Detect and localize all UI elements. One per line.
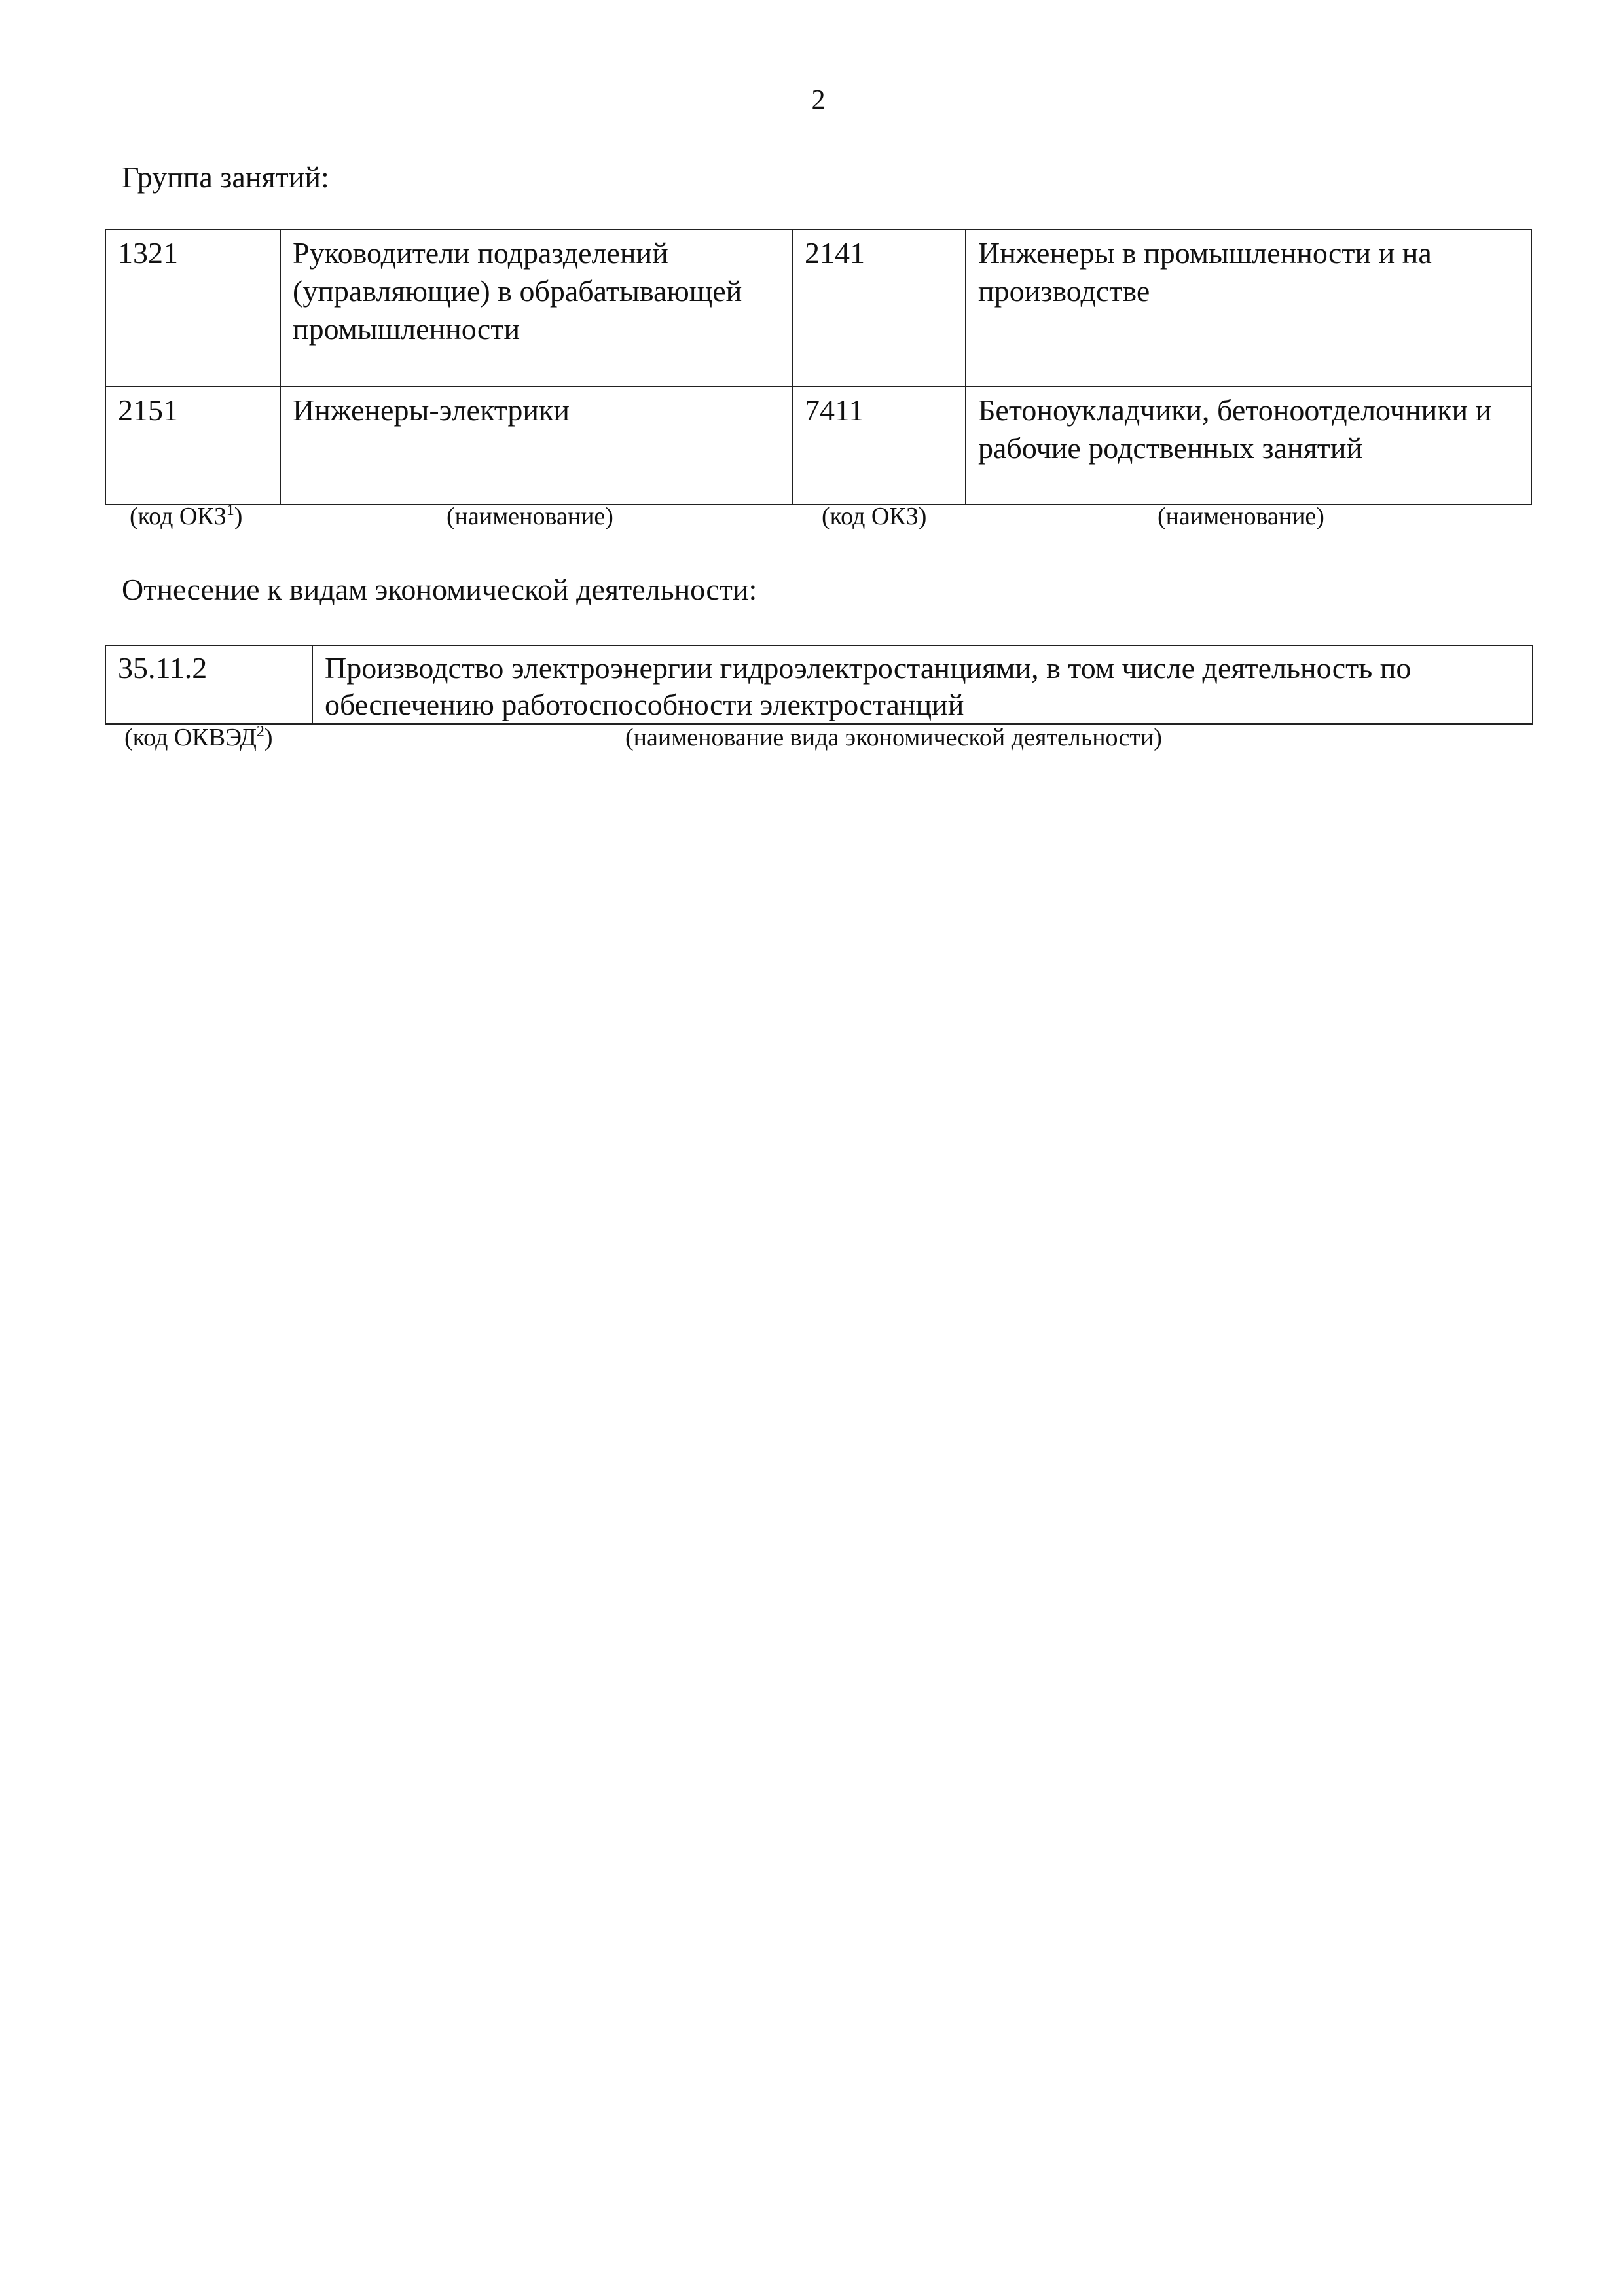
name-caption: (наименование) — [1158, 503, 1324, 530]
caption-text: ) — [234, 503, 243, 530]
okved-code-caption — [124, 725, 273, 750]
footnote-marker: 2 — [256, 723, 264, 740]
okved-code-cell: 35.11.2 — [105, 645, 312, 724]
occupation-group-heading: Группа занятий: — [122, 160, 329, 194]
okz-code-cell: 2151 — [105, 387, 280, 505]
occupation-name-cell: Инженеры-электрики — [280, 387, 792, 505]
occupation-name-cell: Инженеры в промышленности и на производстве — [966, 230, 1531, 387]
okz-code-cell: 1321 — [105, 230, 280, 387]
caption-text: ) — [264, 724, 273, 751]
occupation-name-cell: Бетоноукладчики, бетоноотделочники и рабочие родственных занятий — [966, 387, 1531, 505]
economic-activity-heading: Отнесение к видам экономической деятельности: — [122, 573, 757, 606]
table-row — [105, 387, 1531, 505]
table-row — [105, 230, 1531, 387]
name-caption: (наименование) — [447, 503, 613, 530]
caption-text: (код ОКВЭД — [124, 724, 257, 751]
economic-activity-table — [105, 645, 1533, 725]
activity-name-cell: Производство электроэнергии гидроэлектростанциями, в том числе деятельность по обеспечению работоспособности электростанций — [312, 645, 1533, 724]
page-number: 2 — [811, 85, 826, 115]
activity-name-caption: (наименование вида экономической деятельности) — [625, 724, 1162, 751]
okz-code-cell: 2141 — [792, 230, 966, 387]
occupation-name-cell: Руководители подразделений (управляющие) в обрабатывающей промышленности — [280, 230, 792, 387]
okz-code-caption — [130, 504, 242, 529]
caption-text: (код ОКЗ — [130, 503, 227, 530]
okz-code-caption: (код ОКЗ) — [822, 503, 927, 530]
footnote-marker: 1 — [226, 502, 234, 519]
okz-code-cell: 7411 — [792, 387, 966, 505]
table-row — [105, 645, 1533, 724]
occupation-group-table — [105, 229, 1532, 505]
